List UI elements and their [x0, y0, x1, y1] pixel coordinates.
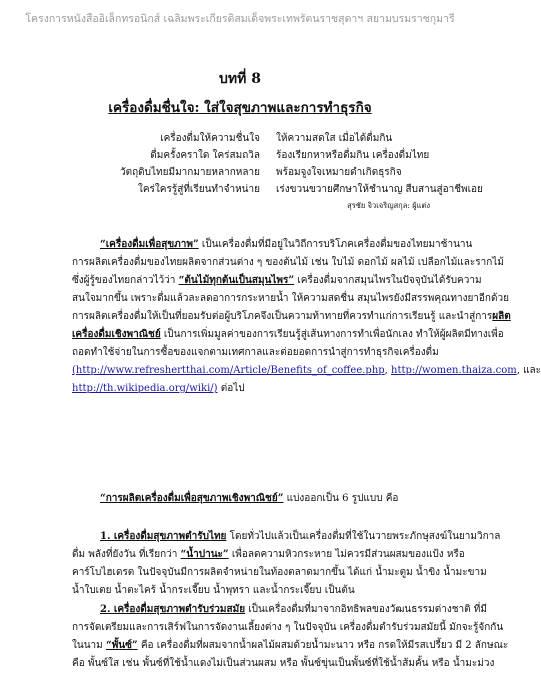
para-line: การจัดเตรียมและการเสิร์ฟในการจัดงานเลี้ยงต่าง ๆ ในปัจจุบัน เครื่องดื่มตำรับร่วมสมัยนี้ มักจะรู้จักกัน	[72, 622, 504, 633]
para-line	[72, 272, 482, 290]
para-text: การผลิตเครื่องดื่มให้เป็นที่ยอมรับต่อผู้บริโภคจึงเป็นความท้าทายที่ควรทำแก่การเรียนรู้ และนำสู่การ	[72, 311, 493, 322]
para-line	[72, 637, 509, 655]
para-text: คือ เครื่องดื่มที่ผสมจากน้ำผลไม้ผสมด้วยน้ำมะนาว หรือ กรดให้มีรสเปรี้ยว มี 2 ลักษณะ	[137, 640, 509, 651]
bold-term: “น้ำปานะ”	[180, 549, 229, 560]
para-text: เป็นเครื่องดื่มที่มีอยู่ในวิถีการบริโภคเครื่องดื่มของไทยมาช้านาน	[198, 239, 473, 250]
para-text: ต่อไป	[217, 383, 245, 394]
poem-author: สุรชัย จิวเจริญสกุล: ผู้แต่ง	[347, 201, 430, 210]
para-text: เป็นเครื่องดื่มที่มาจากอิทธิพลของวัฒนธรรมต่างชาติ ที่มี	[245, 604, 487, 615]
poem-line-right: เร่งขวนขวายศึกษาให้ชำนาญ สืบสานสู่อาชีพเอย	[276, 184, 483, 195]
bold-term: “เครื่องดื่มเพื่อสุขภาพ”	[100, 239, 199, 250]
para-line	[72, 601, 487, 619]
para-line: ถอดทำใช้จ่ายในการซื้อของแจกตามเทศกาลและต่อยอดการนำสู่การทำธุรกิจเครื่องดื่ม	[72, 347, 439, 358]
para-line	[72, 326, 504, 344]
para-text: ในนาม	[72, 640, 106, 651]
poem-line-left: เครื่องดื่มให้ความชื่นใจ	[160, 133, 260, 144]
para-line	[72, 380, 442, 398]
section-heading-tail: แบ่งออกเป็น 6 รูปแบบ คือ	[283, 493, 399, 504]
bold-term: ผลิต	[492, 311, 511, 322]
reference-link[interactable]: http://th.wikipedia.org/wiki/)	[72, 383, 218, 394]
section-heading	[100, 491, 398, 506]
para-text: เป็นการเพิ่มมูลค่าของการเรียนรู้สู่เส้นทางการทำเพื่อนักเลง ทำให้ผู้ผลิตมีทางเพื่อ	[160, 329, 504, 340]
bold-term: “ต้นไม้ทุกต้นเป็นสมุนไพร”	[178, 275, 295, 286]
list-item	[72, 601, 509, 673]
poem-line-right: ร้องเรียกหาหรือดื่มกิน เครื่องดื่มไทย	[276, 150, 430, 161]
para-text: ,	[384, 365, 392, 376]
section-heading-title: “การผลิตเครื่องดื่มเพื่อสุขภาพเชิงพาณิชย์”	[100, 493, 284, 504]
poem-line-left: ดื่มครั้งคราใด ใคร่สมถวิล	[150, 150, 260, 161]
para-line: คาร์โบไฮเดรต ในปัจจุบันมีการผลิตจำหน่ายในท้องตลาดมากขึ้น ได้แก่ น้ำมะตูม น้ำขิง น้ำมะขาม	[72, 567, 487, 578]
para-text: เพื่อลดความหิวกระหาย ไม่ควรมีส่วนผสมของแป้ง หรือ	[228, 549, 465, 560]
para-line	[72, 362, 541, 380]
bold-term: เครื่องดื่มเชิงพาณิชย์	[72, 329, 161, 340]
para-text: ซึ่งผู้รู้ของไทยกล่าวไว้ว่า	[72, 275, 179, 286]
item-label: 1. เครื่องดื่มสุขภาพตำรับไทย	[100, 531, 227, 542]
para-text: เครื่องดื่มจากสมุนไพรในปัจจุบันได้รับความ	[294, 275, 482, 286]
chapter-title: เครื่องดื่มชื่นใจ: ใส่ใจสุขภาพและการทำธุรกิจ	[108, 100, 372, 116]
para-text: , และ	[516, 365, 541, 376]
para-line	[72, 236, 473, 254]
intro-paragraph	[72, 236, 541, 398]
running-header: โครงการหนังสืออิเล็กทรอนิกส์ เฉลิมพระเกียรติสมเด็จพระเทพรัตนราชสุดาฯ สยามบรมราชกุมารี	[25, 13, 455, 25]
bold-term: “พั้นซ์”	[105, 640, 138, 651]
para-line: น้ำใบเตย น้ำตะไคร้ น้ำกระเจี๊ยบ น้ำพุทรา และน้ำกระเจี๊ยบ เป็นต้น	[72, 585, 355, 596]
poem-line-right: พร้อมจูงใจเหมายดำเกิดธุรกิจ	[276, 167, 402, 178]
chapter-heading: บทที่ 8	[219, 71, 261, 87]
para-text: โดยทั่วไปแล้วเป็นเครื่องดื่มที่ใช้ในวายพระภักษุสงฆ์ในยามวิกาล	[226, 531, 501, 542]
reference-link[interactable]: http://women.thaiza.com	[391, 365, 517, 376]
poem-line-left: ใคร่ใครรู้สู่ที่เรียนทำจำหน่าย	[137, 184, 260, 195]
para-line: การผลิตเครื่องดื่มของไทยผลิตจากส่วนต่าง ๆ ของต้นไม้ เช่น ใบไม้ ดอกไม้ ผลไม้ เปลือกไม้และรากไม้	[72, 257, 504, 268]
poem-line-left: วัตถุดิบไทยมีมากมายหลากหลาย	[120, 167, 260, 178]
reference-link[interactable]: (http://www.refreshertthai.com/Article/Benefits_of_coffee.php	[72, 365, 385, 376]
list-item	[72, 528, 501, 600]
para-line	[72, 528, 501, 546]
para-text: ดื่ม พลังที่ยังวัน ที่เรียกว่า	[72, 549, 181, 560]
item-label: 2. เครื่องดื่มสุขภาพตำรับร่วมสมัย	[100, 604, 246, 615]
para-line: คือ พั้นซ์ใส เช่น พั้นซ์ที่ใช้น้ำแดงไม่เป็นส่วนผสม หรือ พั้นซ์ขุ่นเป็นพั้นซ์ที่ใช้น้ำส้มคั้น หรือ น้ำมะม่วง	[72, 658, 495, 669]
poem-line-right: ให้ความสดใส เมื่อได้ดื่มกิน	[276, 133, 393, 144]
para-line	[72, 308, 511, 326]
para-line	[72, 546, 465, 564]
para-line: สนใจมากขึ้น เพราะดื่มแล้วละลดอาการกระหายน้ำ ให้ความสดชื่น สมุนไพรยังมีสรรพคุณทางยาอีกด้วย	[72, 293, 509, 304]
